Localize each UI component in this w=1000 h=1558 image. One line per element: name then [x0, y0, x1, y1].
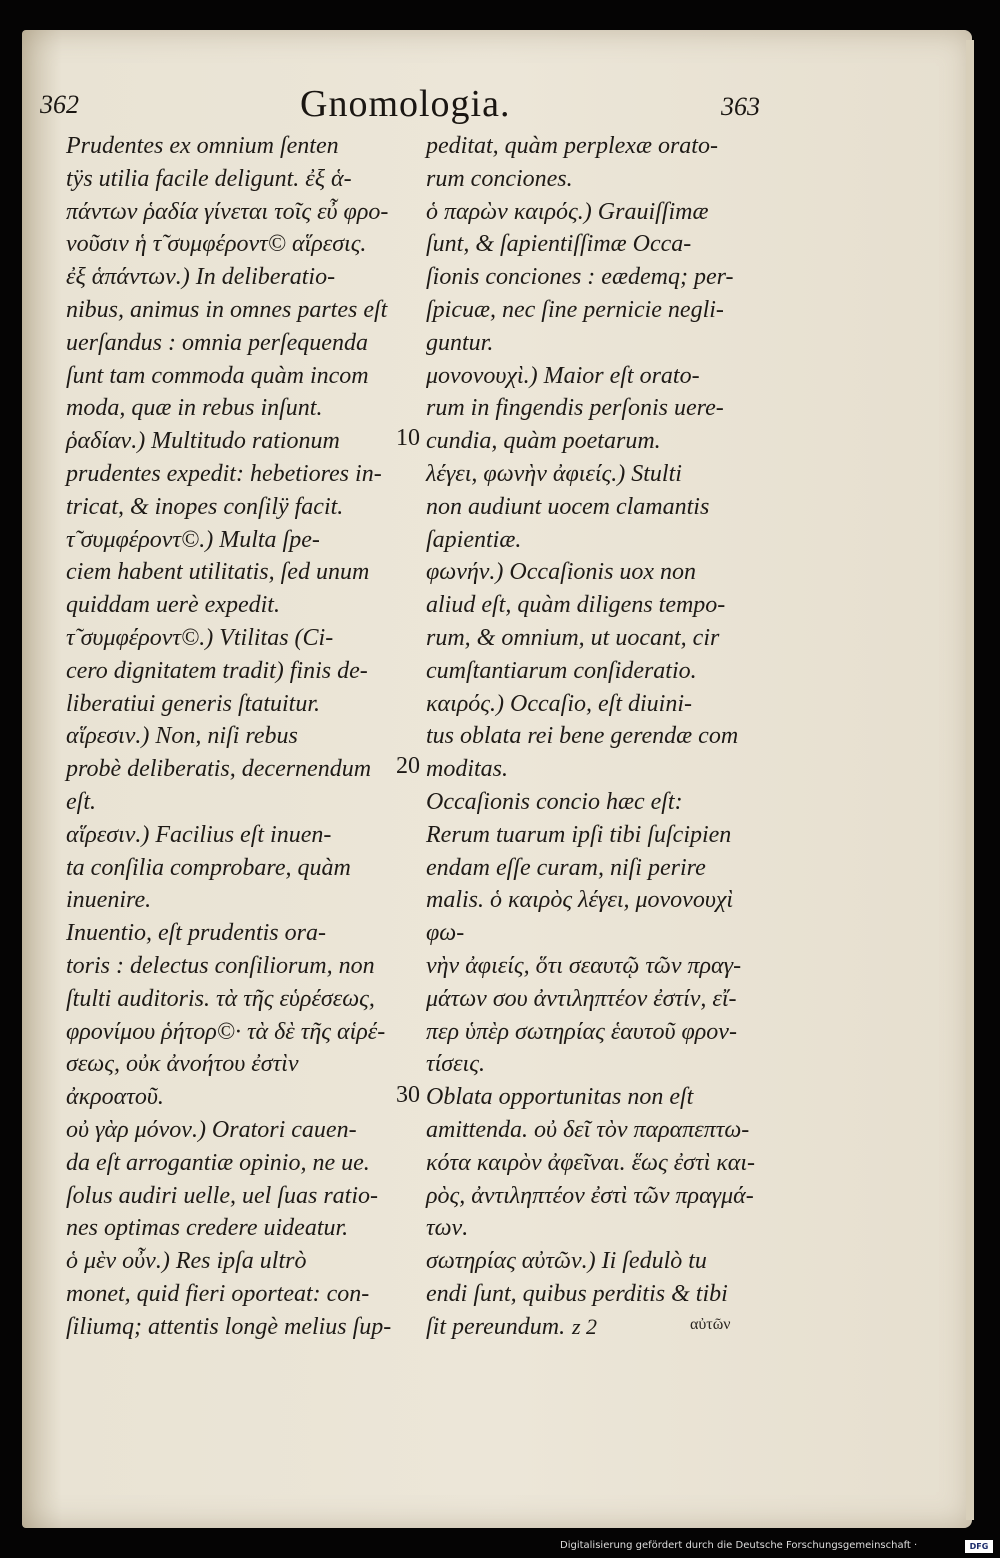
- text-line: monet, quid fieri oporteat: con-: [66, 1280, 370, 1307]
- text-line: Inuentio, eſt prudentis ora-: [66, 920, 326, 947]
- text-line: aliud eſt, quàm diligens tempo-: [426, 592, 726, 619]
- text-line: ſionis conciones : eædemq; per-: [426, 264, 734, 291]
- text-line: tricat, & inopes conſilÿ facit.: [66, 493, 344, 520]
- text-line: toris : delectus conſiliorum, non: [66, 952, 375, 979]
- text-line: νοῦσιν ἡ τ̃ συμφέροντ© αἵρεσις.: [66, 231, 367, 258]
- text-line: guntur.: [426, 329, 494, 356]
- text-line: ſunt, & ſapientiſſimæ Occa-: [426, 231, 692, 258]
- text-line: cumſtantiarum conſideratio.: [426, 657, 697, 684]
- text-line: nibus, animus in omnes partes eſt: [66, 296, 388, 323]
- text-line: moda, quæ in rebus inſunt.: [66, 395, 323, 422]
- text-line: Occaſionis concio hæc eſt:: [426, 788, 683, 815]
- text-line: ὁ μὲν οὖν.) Res ipſa ultrò: [66, 1248, 307, 1275]
- text-line: tus oblata rei bene gerendæ com: [426, 723, 739, 750]
- digitization-footer: Digitalisierung gefördert durch die Deutsche Forschungsgemeinschaft ·: [560, 1540, 918, 1551]
- text-line: μονονουχὶ.) Maior eſt orato-: [426, 362, 700, 389]
- text-line: ſtulti auditoris. τὰ τῆς εὑρέσεως,: [66, 985, 375, 1012]
- signature-mark: z 2: [572, 1314, 598, 1339]
- text-line: rum conciones.: [426, 165, 573, 192]
- text-line: καιρός.) Occaſio, eſt diuini-: [426, 690, 692, 717]
- text-line: endi ſunt, quibus perditis & tibi: [426, 1280, 728, 1307]
- text-line: ſiliumq; attentis longè melius ſup-: [66, 1313, 392, 1340]
- catchword: αὐτῶν: [690, 1316, 731, 1333]
- text-line: probè deliberatis, decernendum: [66, 756, 372, 783]
- text-line: non audiunt uocem clamantis: [426, 493, 710, 520]
- text-line: ὁ παρὼν καιρός.) Grauiſſimæ: [426, 198, 709, 225]
- running-title: Gnomologia.: [300, 83, 511, 125]
- left-column: [66, 130, 394, 1343]
- text-line: prudentes expedit: hebetiores in-: [66, 460, 382, 487]
- text-line: rum in fingendis perſonis uere-: [426, 395, 724, 422]
- text-line: σεως, οὐκ ἀνοήτου ἐστὶν ἀκροατοῦ.: [66, 1051, 299, 1111]
- text-line: λέγει, φωνὴν ἀφιείς.) Stulti: [426, 460, 682, 487]
- text-line: rum, & omnium, ut uocant, cir: [426, 624, 720, 651]
- text-line: Prudentes ex omnium ſenten: [66, 133, 339, 159]
- text-line: σωτηρίας αὐτῶν.) Ii ſedulò tu: [426, 1248, 707, 1275]
- text-line: Oblata opportunitas non eſt: [426, 1084, 694, 1111]
- text-line: eſt.: [66, 788, 96, 815]
- text-line: φωνήν.) Occaſionis uox non: [426, 559, 697, 586]
- text-line: οὐ γὰρ μόνον.) Oratori cauen-: [66, 1116, 357, 1143]
- text-line: αἵρεσιν.) Non, niſi rebus: [66, 723, 298, 750]
- text-line: ἐξ ἁπάντων.) In deliberatio-: [66, 264, 336, 291]
- text-line: ρὸς, ἀντιληπτέον ἐστὶ τῶν πραγμά-: [426, 1182, 754, 1209]
- page-header: [40, 82, 760, 132]
- page-number-left: 362: [40, 90, 79, 119]
- text-line: peditat, quàm perplexæ orato-: [426, 133, 718, 159]
- right-column: [426, 130, 756, 1343]
- line-number: 10: [396, 425, 420, 451]
- text-line: tÿs utilia facile deligunt. ἐξ ἁ-: [66, 165, 352, 192]
- text-line: ta conſilia comprobare, quàm: [66, 854, 351, 881]
- line-number: 20: [396, 753, 420, 779]
- text-line: inuenire.: [66, 887, 152, 914]
- line-number: 30: [396, 1082, 420, 1108]
- text-line: ſit pereundum.: [426, 1313, 566, 1340]
- text-line: endam eſſe curam, niſi perire: [426, 854, 706, 881]
- text-line: da eſt arrogantiæ opinio, ne ue.: [66, 1149, 370, 1176]
- text-line: moditas.: [426, 756, 509, 783]
- text-line: amittenda. οὐ δεῖ τὸν παραπεπτω-: [426, 1116, 750, 1143]
- text-line: cundia, quàm poetarum.: [426, 428, 661, 455]
- text-line: ſolus audiri uelle, uel ſuas ratio-: [66, 1182, 378, 1209]
- text-line: uerſandus : omnia perſequenda: [66, 329, 368, 356]
- text-line: τ̃ συμφέροντ©.) Vtilitas (Ci-: [66, 624, 334, 651]
- text-line: των.: [426, 1215, 469, 1242]
- text-line: νὴν ἀφιείς, ὅτι σεαυτῷ τῶν πραγ-: [426, 952, 742, 979]
- page-number-right: 363: [721, 92, 760, 121]
- text-line: malis. ὁ καιρὸς λέγει, μονονουχὶ φω-: [426, 887, 734, 947]
- text-line: τίσεις.: [426, 1051, 485, 1078]
- text-line: αἵρεσιν.) Facilius eſt inuen-: [66, 821, 332, 848]
- dfg-logo: DFG: [965, 1540, 993, 1553]
- text-line: περ ὑπὲρ σωτηρίας ἑαυτοῦ φρον-: [426, 1018, 737, 1045]
- text-line: φρονίμου ῥήτορ©· τὰ δὲ τῆς αἱρέ-: [66, 1018, 386, 1045]
- text-line: nes optimas credere uideatur.: [66, 1215, 349, 1242]
- text-line: κότα καιρὸν ἀφεῖναι. ἕως ἐστὶ και-: [426, 1149, 756, 1176]
- text-line: quiddam uerè expedit.: [66, 592, 280, 619]
- text-line: ſapientiæ.: [426, 526, 522, 553]
- text-line: ſunt tam commoda quàm incom: [66, 362, 369, 389]
- text-line: τ̃ συμφέροντ©.) Multa ſpe-: [66, 526, 320, 553]
- text-line: μάτων σου ἀντιληπτέον ἐστίν, εἴ-: [426, 985, 737, 1012]
- text-line: liberatiui generis ſtatuitur.: [66, 690, 321, 717]
- text-line: ciem habent utilitatis, ſed unum: [66, 559, 370, 586]
- text-line: πάντων ῥαδία γίνεται τοῖς εὖ φρο-: [66, 198, 389, 225]
- text-line: ſpicuæ, nec ſine pernicie negli-: [426, 296, 724, 323]
- text-line: Rerum tuarum ipſi tibi ſuſcipien: [426, 821, 732, 848]
- text-line: cero dignitatem tradit) finis de-: [66, 657, 368, 684]
- page-edge: [966, 40, 974, 1520]
- text-line: ῥαδίαν.) Multitudo rationum: [66, 428, 340, 455]
